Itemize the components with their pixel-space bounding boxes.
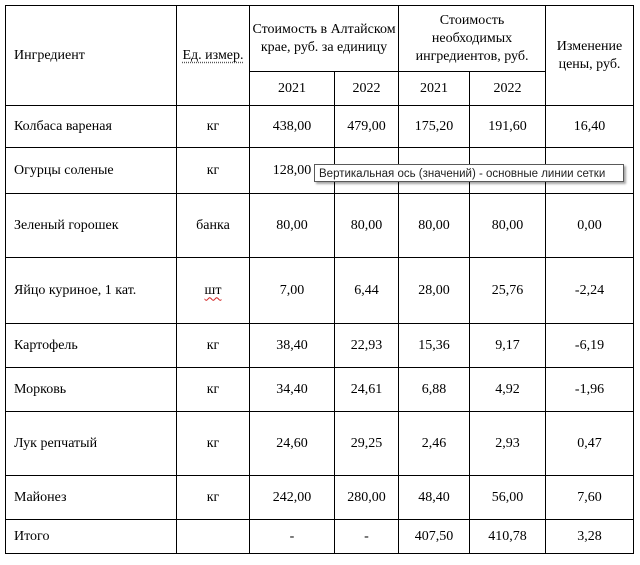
price-change: 16,40 (546, 106, 634, 148)
table-row (6, 368, 634, 412)
header-unit (177, 6, 250, 106)
needed-2022: 410,78 (470, 520, 546, 554)
ingredient-name: Зеленый горошек (6, 194, 177, 258)
needed-2022: 4,92 (470, 368, 546, 412)
needed-2021: 2,46 (399, 412, 470, 476)
cost-2022: - (335, 520, 399, 554)
price-change: -1,96 (546, 368, 634, 412)
needed-2021: 175,20 (399, 106, 470, 148)
price-change: -2,24 (546, 258, 634, 324)
gridlines-tooltip: Вертикальная ось (значений) - основные линии сетки (314, 164, 624, 182)
needed-2022: 9,17 (470, 324, 546, 368)
price-change: 0,47 (546, 412, 634, 476)
unit-cell: кг (177, 368, 250, 412)
price-change: 0,00 (546, 194, 634, 258)
ingredient-name: Картофель (6, 324, 177, 368)
cost-2022: 29,25 (335, 412, 399, 476)
cost-2021: 38,40 (250, 324, 335, 368)
unit-cell (177, 520, 250, 554)
header-year-2021: 2021 (250, 72, 335, 106)
price-change: 3,28 (546, 520, 634, 554)
header-year-2022: 2022 (335, 72, 399, 106)
header-year-2022: 2022 (470, 72, 546, 106)
needed-2022: 191,60 (470, 106, 546, 148)
cost-2022: 280,00 (335, 476, 399, 520)
ingredient-name: Лук репчатый (6, 412, 177, 476)
unit-cell: банка (177, 194, 250, 258)
ingredient-name: Огурцы соленые (6, 148, 177, 194)
unit-cell (177, 258, 250, 324)
ingredient-name: Майонез (6, 476, 177, 520)
cost-2021: 128,00 (250, 148, 335, 194)
table-row (6, 258, 634, 324)
cost-2022: 24,61 (335, 368, 399, 412)
header-ingredient: Ингредиент (6, 6, 177, 106)
cost-2022: 479,00 (335, 106, 399, 148)
cost-2021: 7,00 (250, 258, 335, 324)
table-row (6, 476, 634, 520)
cost-2022: 80,00 (335, 194, 399, 258)
table-row (6, 412, 634, 476)
price-change: 7,60 (546, 476, 634, 520)
table-row (6, 106, 634, 148)
cost-2021: 34,40 (250, 368, 335, 412)
header-price-change: Изменение цены, руб. (546, 6, 634, 106)
needed-2021: 6,88 (399, 368, 470, 412)
cost-2022: 6,44 (335, 258, 399, 324)
cost-2021: 242,00 (250, 476, 335, 520)
needed-2021: 80,00 (399, 194, 470, 258)
header-cost-per-unit: Стоимость в Алтайском крае, руб. за единицу (250, 6, 399, 72)
ingredient-name: Морковь (6, 368, 177, 412)
total-row (6, 520, 634, 554)
unit-cell: кг (177, 412, 250, 476)
needed-2021: 407,50 (399, 520, 470, 554)
needed-2022: 2,93 (470, 412, 546, 476)
cost-2021: - (250, 520, 335, 554)
unit-cell: кг (177, 148, 250, 194)
needed-2022: 25,76 (470, 258, 546, 324)
total-label: Итого (6, 520, 177, 554)
header-unit-text: Ед. измер. (182, 47, 244, 63)
ingredient-name: Яйцо куриное, 1 кат. (6, 258, 177, 324)
cost-2021: 24,60 (250, 412, 335, 476)
unit-cell: кг (177, 476, 250, 520)
table-row (6, 194, 634, 258)
unit-text: шт (204, 282, 222, 298)
ingredient-cost-table (5, 5, 634, 554)
ingredient-name: Колбаса вареная (6, 106, 177, 148)
needed-2021: 48,40 (399, 476, 470, 520)
needed-2021: 28,00 (399, 258, 470, 324)
cost-2022: 22,93 (335, 324, 399, 368)
header-year-2021: 2021 (399, 72, 470, 106)
unit-cell: кг (177, 324, 250, 368)
header-cost-needed: Стоимость необходимых ингредиентов, руб. (399, 6, 546, 72)
price-change: -6,19 (546, 324, 634, 368)
needed-2022: 56,00 (470, 476, 546, 520)
needed-2021: 15,36 (399, 324, 470, 368)
cost-2021: 80,00 (250, 194, 335, 258)
table-row (6, 324, 634, 368)
cost-2021: 438,00 (250, 106, 335, 148)
unit-cell: кг (177, 106, 250, 148)
needed-2022: 80,00 (470, 194, 546, 258)
